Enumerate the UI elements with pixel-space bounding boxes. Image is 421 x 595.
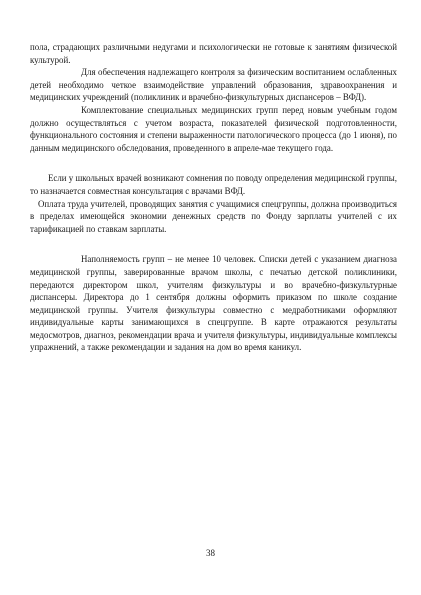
paragraph-groups-formation: Комплектование специальных медицинских групп перед новым учебным годом должно осуществляться с учетом возраста, показателей физической подготовленности, функционального состояния и степени выраженности патологического процесса (до 1 июня), по данным медицинского обследования, проведенного в апреле-мае текущего года. [30, 104, 397, 153]
document-body [30, 41, 397, 354]
paragraph-payment: Оплата труда учителей, проводящих занятия с учащимися спецгруппы, должна производиться в пределах имеющейся экономии денежных средств по Фонду зарплаты учителей с их тарификацией по ставкам зарплаты. [30, 198, 397, 234]
paragraph-spacer [30, 235, 397, 253]
paragraph-control: Для обеспечения надлежащего контроля за физическим воспитанием ослабленных детей необходимо четкое взаимодействие управлений образования, здравоохранения и медицинских учреждений (поликлиник и врачебно-физкультурных диспансеров – ВФД). [30, 67, 397, 103]
paragraph-spacer [30, 154, 397, 172]
paragraph-consultation: Если у школьных врачей возникают сомнения по поводу определения медицинской группы, то назначается совместная консультация с врачами ВФД. [30, 173, 397, 196]
paragraph-continuation: пола, страдающих различными недугами и психологически не готовые к занятиям физической культурой. [30, 42, 397, 65]
paragraph-group-size: Наполняемость групп – не менее 10 человек. Списки детей с указанием диагноза медицинской группы, заверированные врачом школы, с печатью детской поликлиники, передаются директором школ, учителям физкультуры и во врачебно-физкультурные диспансеры. Директора до 1 сентября должны оформить приказом по школе создание медицинской группы. Учителя физкультуры совместно с медработниками оформляют индивидуальные карты занимающихся в спецгруппе. В карте отражаются результаты медосмотров, диагноз, рекомендации врача и учителя физкультуры, индивидуальные комплексы упражнений, а также рекомендации и задания на дом во время каникул. [30, 254, 397, 353]
page-number: 38 [206, 548, 215, 558]
